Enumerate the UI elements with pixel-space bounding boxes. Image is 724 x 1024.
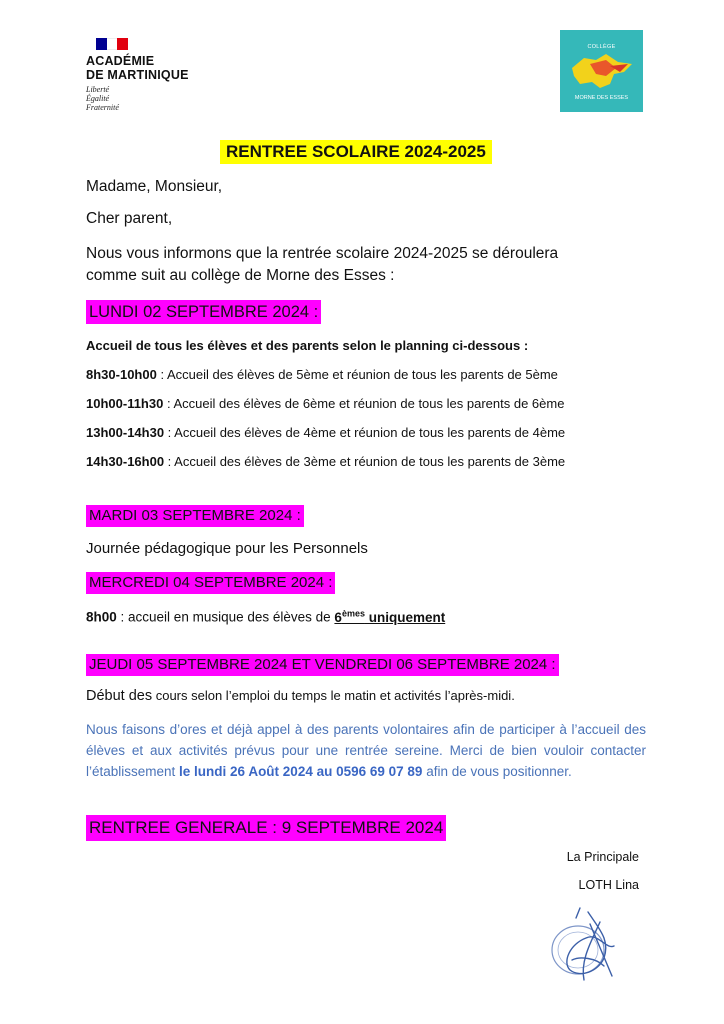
college-logo: COLLÈGE MORNE DES ESSES	[560, 30, 643, 112]
marianne-flag-icon	[96, 38, 128, 50]
signature-role: La Principale	[566, 850, 639, 864]
academie-logo	[86, 38, 206, 128]
schedule-row: 10h00-11h30 : Accueil des élèves de 6ème et réunion de tous les parents de 6ème	[86, 396, 565, 411]
tuesday-heading: MARDI 03 SEPTEMBRE 2024 :	[86, 505, 304, 527]
contact-info: le lundi 26 Août 2024 au 0596 69 07 89	[179, 764, 423, 779]
wednesday-text: 8h00 : accueil en musique des élèves de 6èmes uniquement	[86, 608, 446, 625]
schedule-row: 13h00-14h30 : Accueil des élèves de 4ème et réunion de tous les parents de 4ème	[86, 425, 566, 440]
academie-name: ACADÉMIE DE MARTINIQUE	[86, 54, 189, 82]
intro-line-1: Nous vous informons que la rentrée scolaire 2024-2025 se déroulera	[86, 245, 559, 262]
academie-motto: Liberté Égalité Fraternité	[86, 85, 119, 112]
signature-name: LOTH Lina	[578, 878, 639, 892]
thursday-friday-text: Début des cours selon l’emploi du temps le matin et activités l’après-midi.	[86, 688, 515, 704]
monday-heading: LUNDI 02 SEPTEMBRE 2024 :	[86, 300, 321, 324]
page-title: RENTREE SCOLAIRE 2024-2025	[220, 140, 492, 164]
volunteers-paragraph: Nous faisons d’ores et déjà appel à des parents volontaires afin de participer à l’accueil des élèves et aux activités prévus pour une rentrée sereine. Merci de bien vouloir contacter l’établissement le lundi 26 Août 2024 au 0596 69 07 89 afin de vous positionner.	[86, 722, 646, 779]
tuesday-text: Journée pédagogique pour les Personnels	[86, 540, 368, 557]
island-map-icon	[566, 50, 638, 92]
wednesday-heading: MERCREDI 04 SEPTEMBRE 2024 :	[86, 572, 335, 594]
greeting-parent: Cher parent,	[86, 210, 173, 227]
monday-subheading: Accueil de tous les élèves et des parents selon le planning ci-dessous :	[86, 338, 529, 353]
greeting-madame: Madame, Monsieur,	[86, 178, 223, 195]
intro-line-2: comme suit au collège de Morne des Esses :	[86, 267, 395, 284]
thursday-friday-heading: JEUDI 05 SEPTEMBRE 2024 ET VENDREDI 06 SEPTEMBRE 2024 :	[86, 654, 559, 676]
stamp-signature-icon	[540, 900, 640, 990]
schedule-row: 14h30-16h00 : Accueil des élèves de 3ème et réunion de tous les parents de 3ème	[86, 454, 566, 469]
general-heading: RENTREE GENERALE : 9 SEPTEMBRE 2024	[86, 815, 446, 841]
schedule-row: 8h30-10h00 : Accueil des élèves de 5ème et réunion de tous les parents de 5ème	[86, 367, 558, 382]
